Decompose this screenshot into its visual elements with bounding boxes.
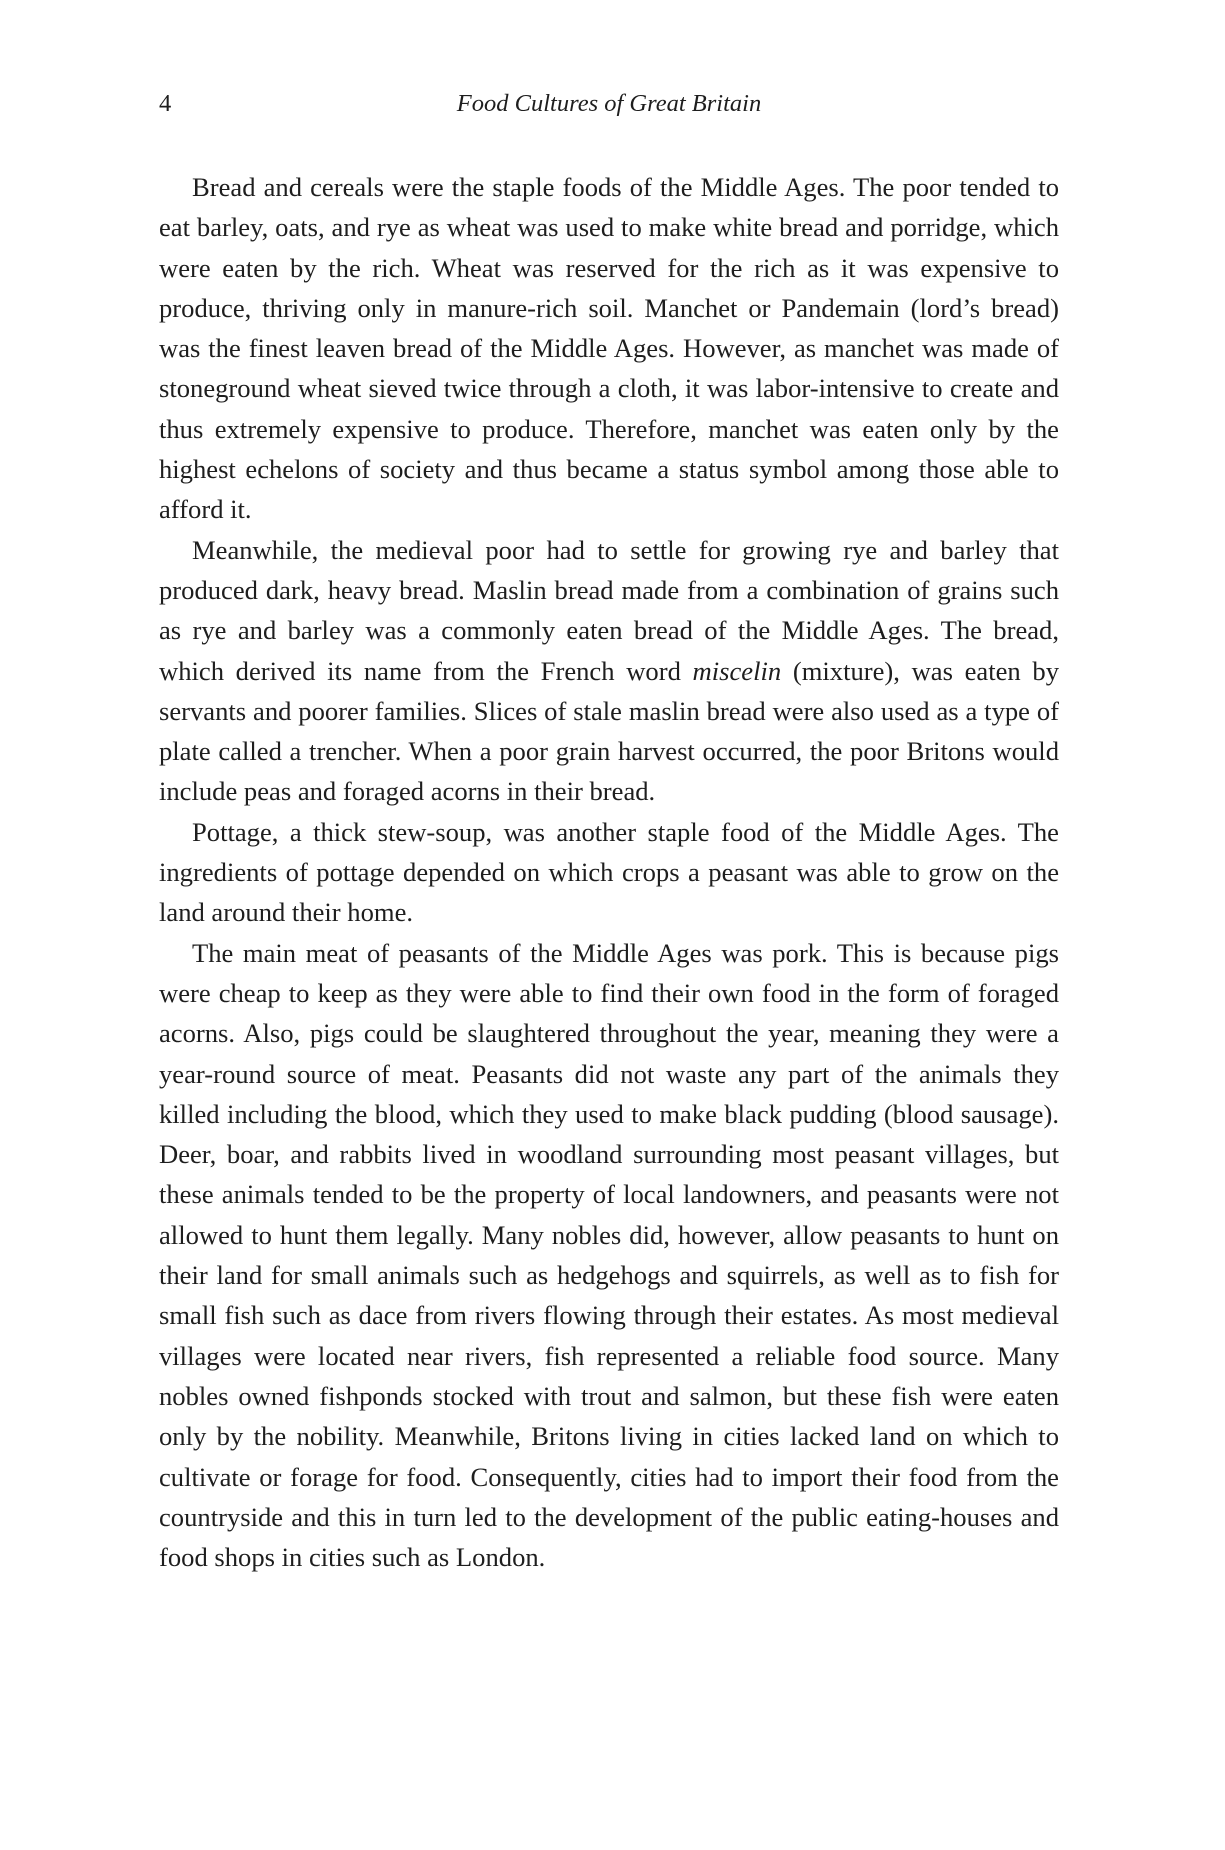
- paragraph-2-text-before: Meanwhile, the medieval poor had to settle for growing rye and barley that produced dark, heavy bread. Maslin bread made from a combination of grains such as rye and barley was a commonly eaten bread of the Middle Ages. The bread, which derived its name from the French word: [159, 534, 1059, 686]
- running-title: Food Cultures of Great Britain: [456, 90, 762, 117]
- paragraph-2: [159, 530, 1059, 812]
- paragraph-1: Bread and cereals were the staple foods of the Middle Ages. The poor tended to eat barley, oats, and rye as wheat was used to make white bread and porridge, which were eaten by the rich. Wheat was reserved for the rich as it was expensive to produce, thriving only in manure-rich soil. Manchet or Pandemain (lord’s bread) was the finest leaven bread of the Middle Ages. However, as manchet was made of stoneground wheat sieved twice through a cloth, it was labor-intensive to create and thus extremely expensive to produce. Therefore, manchet was eaten only by the highest echelons of society and thus became a status symbol among those able to afford it.: [159, 172, 1059, 525]
- paragraph-3: Pottage, a thick stew-soup, was another staple food of the Middle Ages. The ingredients of pottage depended on which crops a peasant was able to grow on the land around their home.: [159, 816, 1059, 928]
- paragraph-4: The main meat of peasants of the Middle Ages was pork. This is because pigs were cheap to keep as they were able to find their own food in the form of foraged acorns. Also, pigs could be slaughtered throughout the year, meaning they were a year-round source of meat. Peasants did not waste any part of the animals they killed including the blood, which they used to make black pudding (blood sausage). Deer, boar, and rabbits lived in woodland surrounding most peasant villages, but these animals tended to be the property of local landowners, and peasants were not allowed to hunt them legally. Many nobles did, however, allow peasants to hunt on their land for small animals such as hedgehogs and squirrels, as well as to fish for small fish such as dace from rivers flowing through their estates. As most medieval villages were located near rivers, fish represented a reliable food source. Many nobles owned fishponds stocked with trout and salmon, but these fish were eaten only by the nobility. Meanwhile, Britons living in cities lacked land on which to cultivate or forage for food. Consequently, cities had to import their food from the countryside and this in turn led to the development of the public eating-houses and food shops in cities such as London.: [159, 937, 1059, 1573]
- body-text: [159, 167, 1059, 1577]
- running-head: [159, 84, 1059, 124]
- paragraph-2-text-after: (mixture), was eaten by servants and poorer families. Slices of stale maslin bread were also used as a type of plate called a trencher. When a poor grain harvest occurred, the poor Britons would include peas and foraged acorns in their bread.: [159, 655, 1059, 807]
- page-number: 4: [159, 90, 172, 117]
- italic-term-miscelin: miscelin: [692, 655, 782, 686]
